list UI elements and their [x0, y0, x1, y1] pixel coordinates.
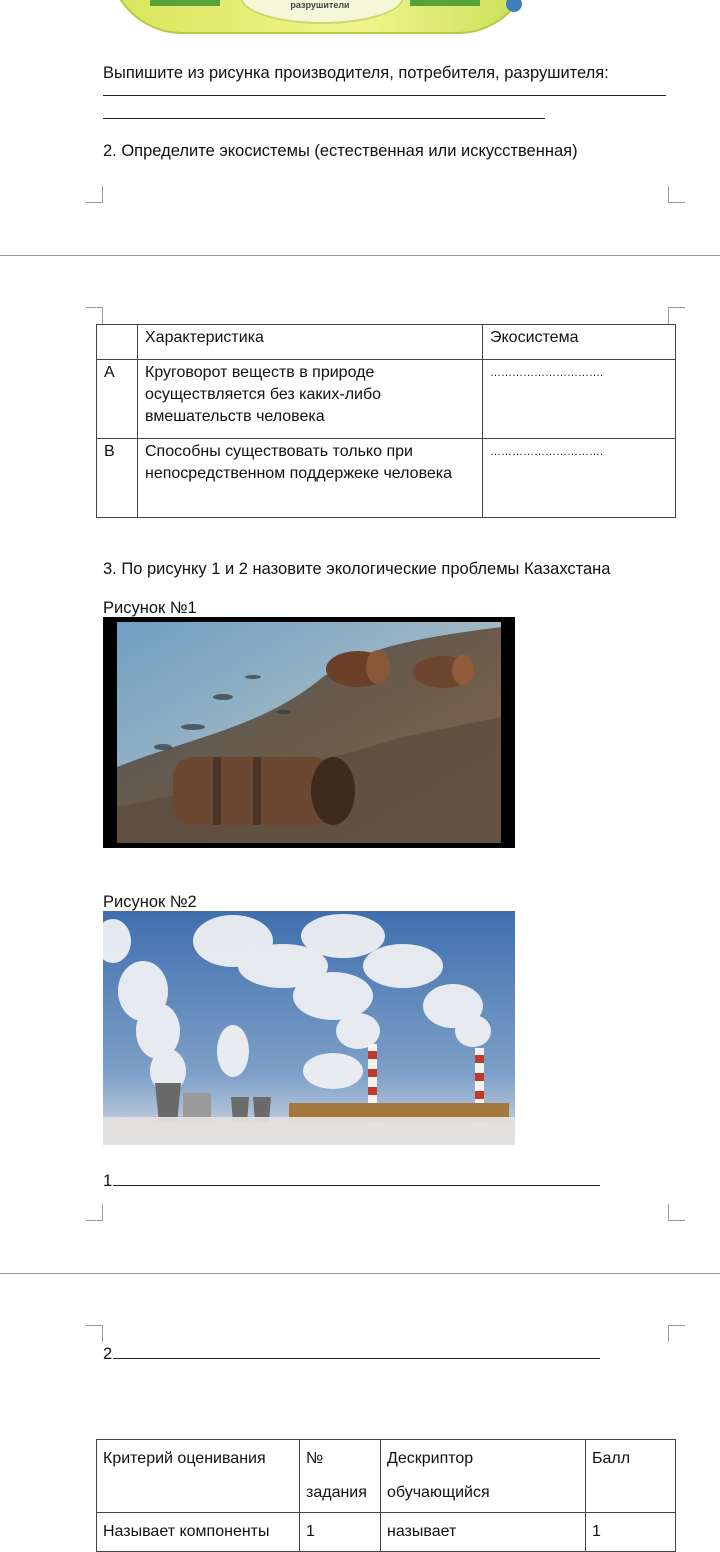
page-separator: [0, 1273, 720, 1274]
page-corner-bottom-left: [86, 1204, 103, 1221]
task2-heading: 2. Определите экосистемы (естественная или искусственная): [103, 142, 578, 160]
criteria-cell: 1: [586, 1513, 676, 1552]
task1-answer-line-1[interactable]: [103, 95, 666, 96]
page-corner-bottom-right: [668, 1204, 685, 1221]
ecosystem-diagram-fragment: [108, 0, 532, 34]
task1-prompt: Выпишите из рисунка производителя, потребителя, разрушителя:: [103, 64, 609, 82]
criteria-header-task-no: [300, 1440, 381, 1513]
criteria-header-descriptor-line1: Дескриптор: [387, 1450, 474, 1467]
table-header-cell: Характеристика: [138, 325, 483, 360]
page-corner-top-right: [668, 307, 685, 324]
figure1-caption: Рисунок №1: [103, 599, 197, 617]
figure2-illustration: [103, 911, 515, 1145]
criteria-header-criterion: Критерий оценивания: [97, 1440, 300, 1513]
diagram-dot: [506, 0, 522, 12]
criteria-header-descriptor: [381, 1440, 586, 1513]
task1-answer-line-2[interactable]: [103, 118, 545, 119]
table-header-row: [97, 325, 676, 360]
figure2-smokestacks-image: [103, 911, 515, 1145]
table-row: [97, 439, 676, 518]
table-header-cell: [97, 325, 138, 360]
criteria-row: [97, 1513, 676, 1552]
table-row: [97, 360, 676, 439]
page-separator: [0, 255, 720, 256]
page-corner-top-right: [668, 1325, 685, 1342]
diagram-label: разрушители: [290, 0, 350, 10]
page-corner-bottom-right: [668, 186, 685, 203]
criteria-header-descriptor-line2: обучающийся: [387, 1484, 490, 1501]
criteria-cell: называет: [381, 1513, 586, 1552]
figure1-polluted-shore-image: [103, 617, 515, 848]
criteria-header-score: Балл: [586, 1440, 676, 1513]
criteria-header-task-no-line1: №: [306, 1450, 324, 1467]
criteria-cell: Называет компоненты: [97, 1513, 300, 1552]
page-corner-top-left: [86, 307, 103, 324]
page-corner-top-left: [86, 1325, 103, 1342]
answer1-line[interactable]: [113, 1185, 600, 1186]
row-answer-field[interactable]: ………………………….: [483, 360, 676, 439]
criteria-header-task-no-line2: задания: [306, 1484, 367, 1501]
row-answer-field[interactable]: ………………………….: [483, 439, 676, 518]
row-characteristic: Круговорот веществ в природе осуществляется без каких-либо вмешательств человека: [138, 360, 483, 439]
task3-heading: 3. По рисунку 1 и 2 назовите экологические проблемы Казахстана: [103, 560, 611, 578]
row-letter: А: [97, 360, 138, 439]
ecosystem-table: [96, 324, 676, 518]
row-letter: В: [97, 439, 138, 518]
fog: [103, 1117, 515, 1145]
criteria-header-row: [97, 1440, 676, 1513]
table-header-cell: Экосистема: [483, 325, 676, 360]
answer1-number: 1: [103, 1172, 113, 1190]
page-corner-bottom-left: [86, 186, 103, 203]
criteria-cell: 1: [300, 1513, 381, 1552]
criteria-table: [96, 1439, 676, 1552]
figure1-illustration: [103, 617, 515, 848]
answer2-number: 2: [103, 1345, 113, 1363]
row-characteristic: Способны существовать только при непосредственном поддержеке человека: [138, 439, 483, 518]
answer2-line[interactable]: [113, 1358, 600, 1359]
barrel-3: [173, 757, 355, 825]
figure2-caption: Рисунок №2: [103, 893, 197, 911]
